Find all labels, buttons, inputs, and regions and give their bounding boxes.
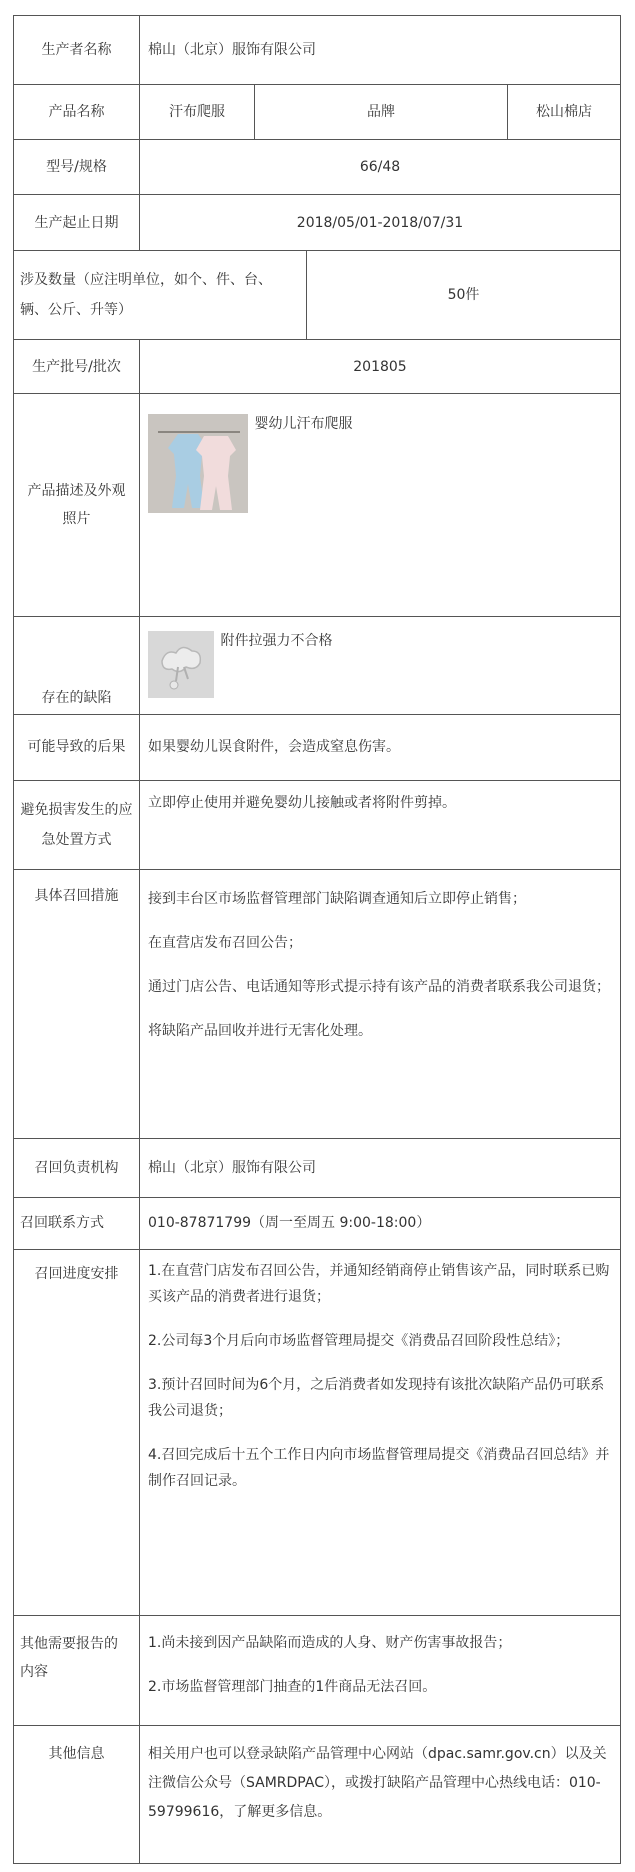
model-value: 66/48 xyxy=(140,140,621,195)
row-other-report xyxy=(14,1615,621,1725)
product-value: 汗布爬服 xyxy=(140,85,255,140)
row-description xyxy=(14,394,621,617)
model-label: 型号/规格 xyxy=(14,140,140,195)
row-producer xyxy=(14,16,621,85)
row-product xyxy=(14,85,621,140)
schedule-item: 2.公司每3个月后向市场监督管理局提交《消费品召回阶段性总结》； xyxy=(148,1333,570,1350)
measures-item: 将缺陷产品回收并进行无害化处理。 xyxy=(148,1022,372,1039)
schedule-item: 4.召回完成后十五个工作日内向市场监督管理局提交《消费品召回总结》并制作召回记录。 xyxy=(148,1447,610,1490)
other-info-value: 相关用户也可以登录缺陷产品管理中心网站（dpac.samr.gov.cn）以及关注微信公众号（SAMRDPAC），或拨打缺陷产品管理中心热线电话：010-59799616，了解更多信息。 xyxy=(140,1725,621,1863)
product-label: 产品名称 xyxy=(14,85,140,140)
defect-attachment-photo xyxy=(148,631,214,698)
recall-info-table xyxy=(13,15,621,1864)
other-report-list xyxy=(140,1615,621,1725)
schedule-label: 召回进度安排 xyxy=(14,1250,140,1615)
responsible-value: 棉山（北京）服饰有限公司 xyxy=(140,1139,621,1198)
row-schedule xyxy=(14,1250,621,1615)
row-consequence xyxy=(14,715,621,781)
row-defect xyxy=(14,616,621,714)
emergency-label: 避免损害发生的应急处置方式 xyxy=(14,780,140,869)
measures-item: 通过门店公告、电话通知等形式提示持有该产品的消费者联系我公司退货； xyxy=(148,978,610,995)
measures-list xyxy=(140,869,621,1138)
defect-caption: 附件拉强力不合格 xyxy=(220,632,333,649)
description-label: 产品描述及外观照片 xyxy=(14,394,140,617)
row-model xyxy=(14,140,621,195)
batch-label: 生产批号/批次 xyxy=(14,340,140,394)
defect-label: 存在的缺陷 xyxy=(14,616,140,714)
other-report-label: 其他需要报告的内容 xyxy=(14,1615,140,1725)
schedule-list xyxy=(140,1250,621,1615)
schedule-item: 1.在直营门店发布召回公告，并通知经销商停止销售该产品，同时联系已购买该产品的消费者进行退货； xyxy=(148,1263,610,1306)
row-contact xyxy=(14,1197,621,1250)
consequence-label: 可能导致的后果 xyxy=(14,715,140,781)
batch-value: 201805 xyxy=(140,340,621,394)
contact-value: 010-87871799（周一至周五 9:00-18:00） xyxy=(140,1197,621,1250)
responsible-label: 召回负责机构 xyxy=(14,1139,140,1198)
other-report-item: 1.尚未接到因产品缺陷而造成的人身、财产伤害事故报告； xyxy=(148,1634,512,1651)
consequence-value: 如果婴幼儿误食附件，会造成窒息伤害。 xyxy=(140,715,621,781)
other-info-label: 其他信息 xyxy=(14,1725,140,1863)
measures-label: 具体召回措施 xyxy=(14,869,140,1138)
baby-romper-photo xyxy=(148,414,248,513)
row-other-info xyxy=(14,1725,621,1863)
brand-label: 品牌 xyxy=(255,85,508,140)
emergency-value: 立即停止使用并避免婴幼儿接触或者将附件剪掉。 xyxy=(140,780,621,869)
row-emergency xyxy=(14,780,621,869)
brand-value: 松山棉店 xyxy=(508,85,621,140)
quantity-value: 50件 xyxy=(307,251,621,340)
dates-value: 2018/05/01-2018/07/31 xyxy=(140,195,621,251)
row-dates xyxy=(14,195,621,251)
row-batch xyxy=(14,340,621,394)
producer-value: 棉山（北京）服饰有限公司 xyxy=(140,16,621,85)
producer-label: 生产者名称 xyxy=(14,16,140,85)
contact-label: 召回联系方式 xyxy=(14,1197,140,1250)
row-responsible xyxy=(14,1139,621,1198)
description-caption: 婴幼儿汗布爬服 xyxy=(254,416,353,433)
schedule-item: 3.预计召回时间为6个月，之后消费者如发现持有该批次缺陷产品仍可联系我公司退货； xyxy=(148,1377,605,1420)
dates-label: 生产起止日期 xyxy=(14,195,140,251)
measures-item: 在直营店发布召回公告； xyxy=(148,934,302,951)
quantity-label: 涉及数量（应注明单位，如个、件、台、辆、公斤、升等） xyxy=(14,251,307,340)
measures-item: 接到丰台区市场监督管理部门缺陷调查通知后立即停止销售； xyxy=(148,890,526,907)
row-measures xyxy=(14,869,621,1138)
row-quantity xyxy=(14,251,621,340)
other-report-item: 2.市场监督管理部门抽查的1件商品无法召回。 xyxy=(148,1678,437,1695)
